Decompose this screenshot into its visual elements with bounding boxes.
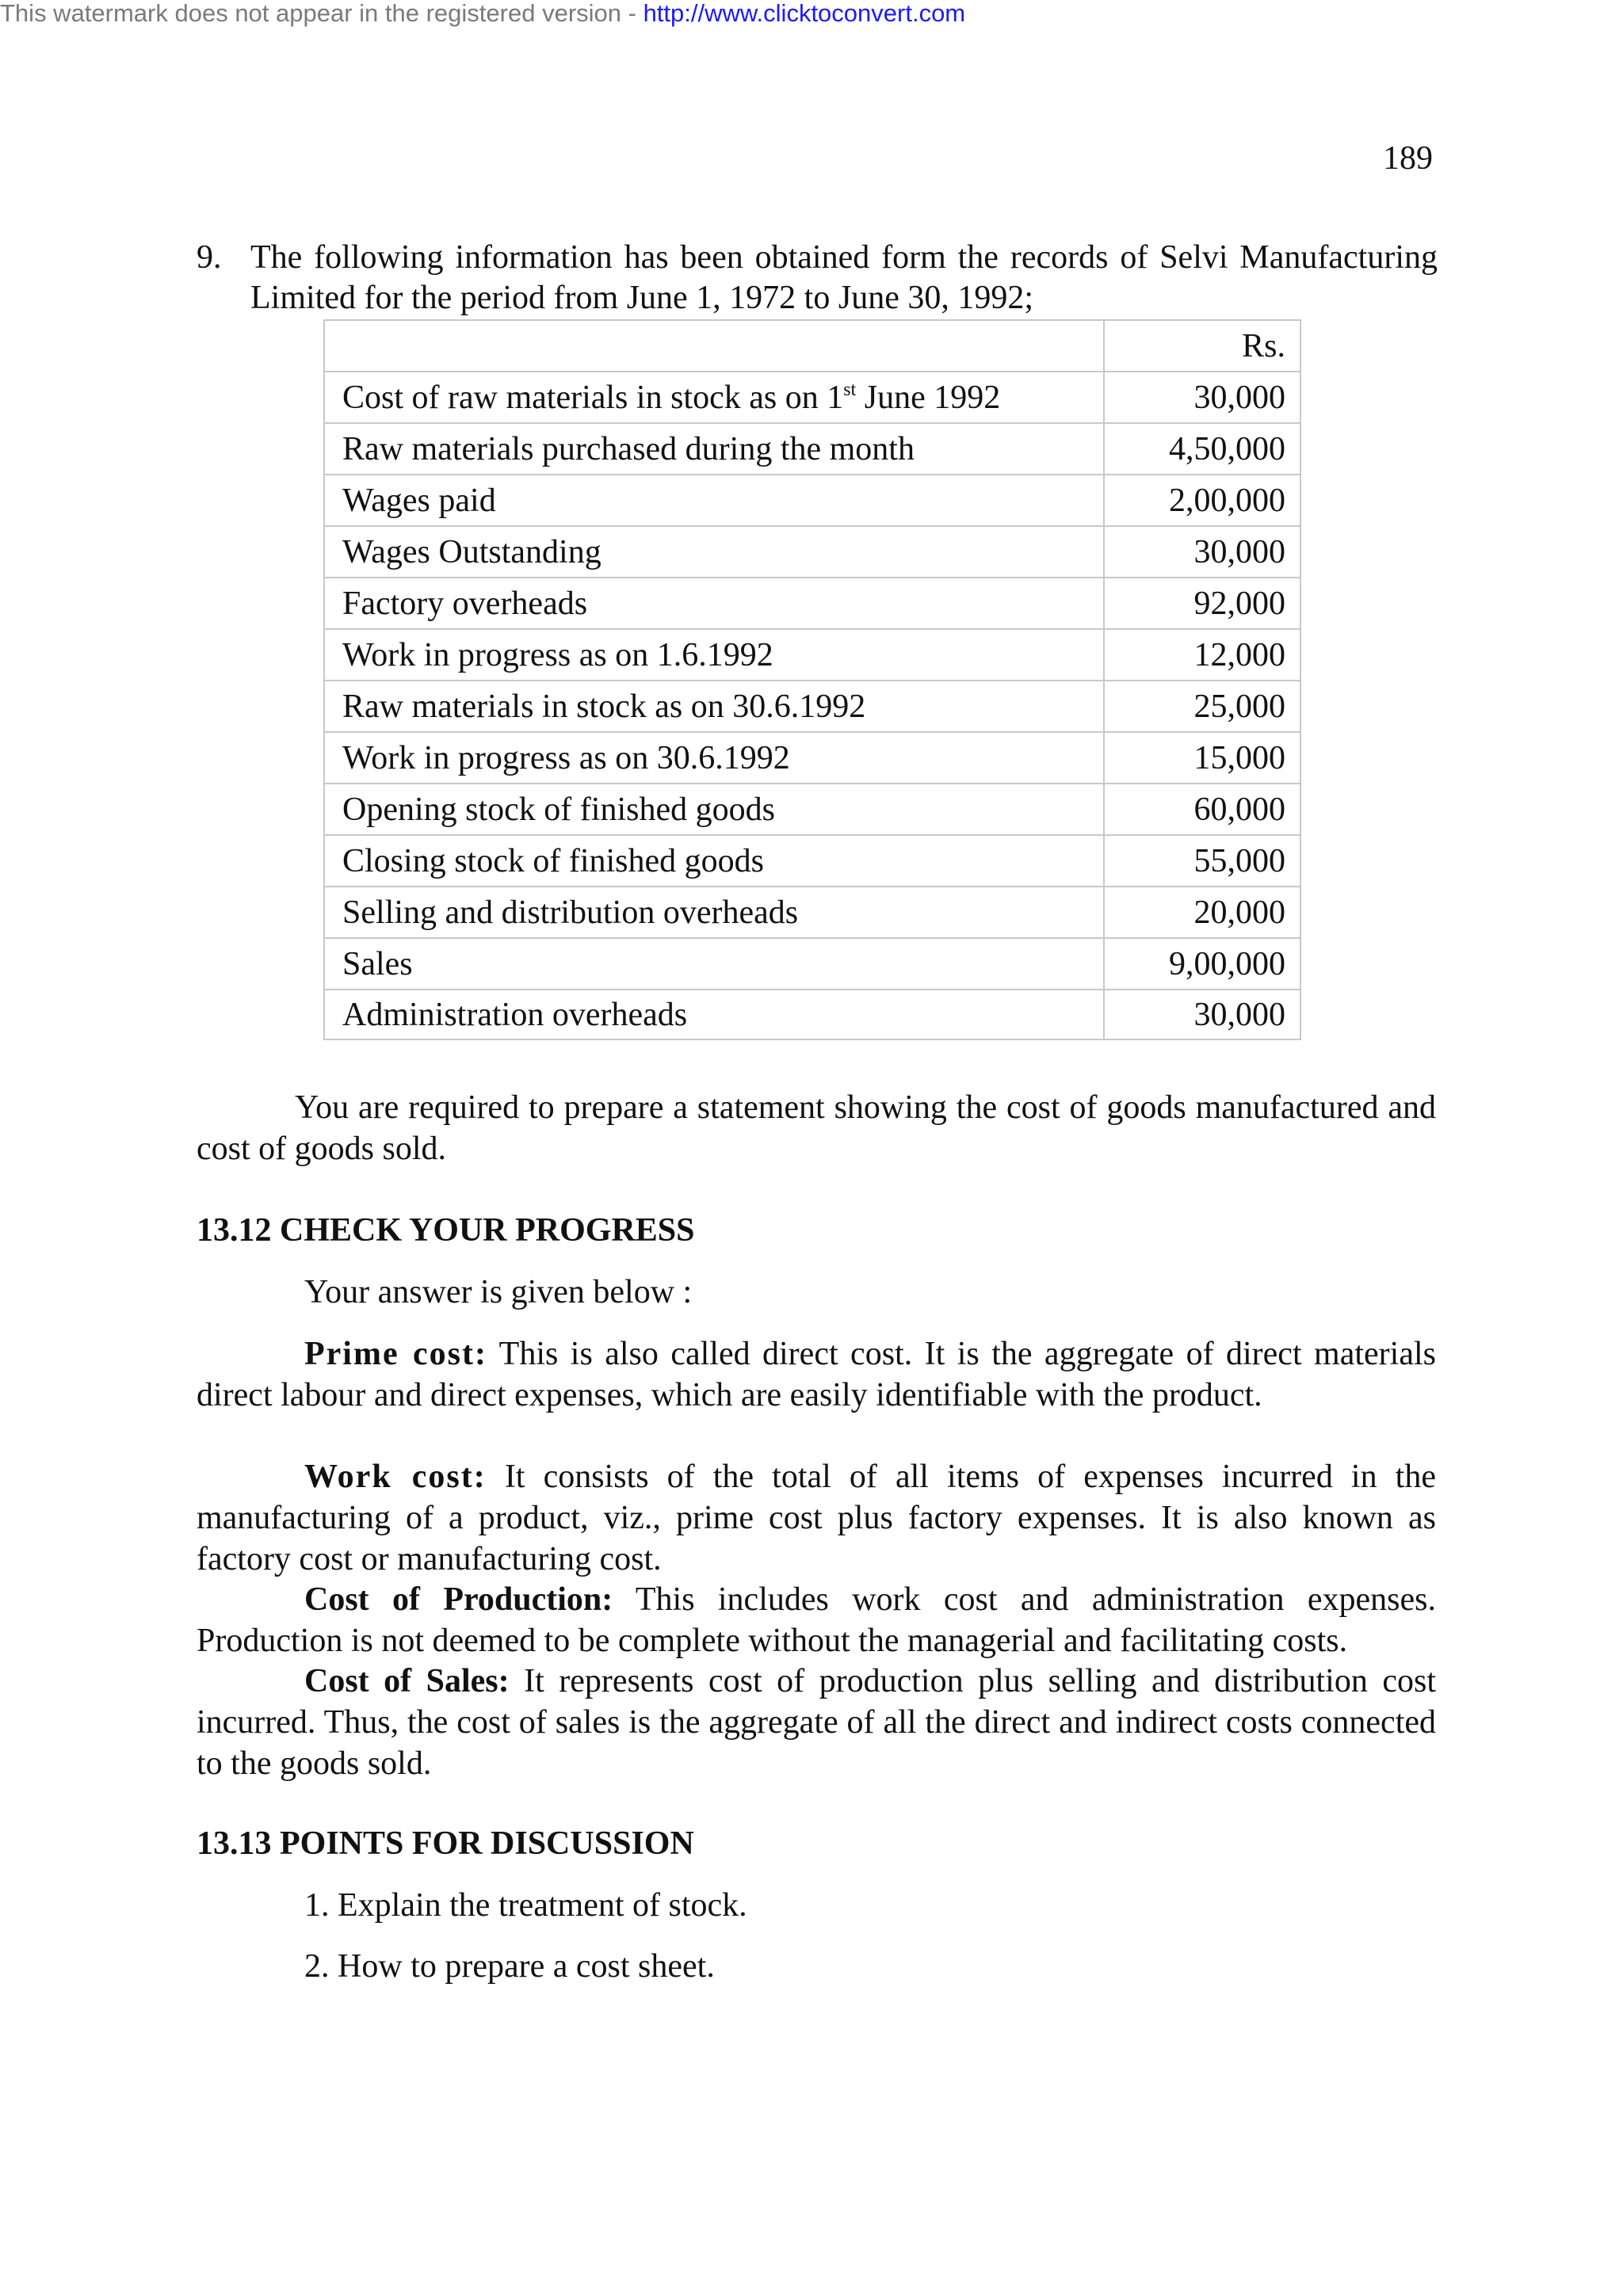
- answer-intro: Your answer is given below :: [304, 1274, 693, 1310]
- table-row-label: Sales: [323, 937, 1103, 989]
- row-label-text: Cost of raw materials in stock as on 1: [342, 379, 844, 416]
- ordinal-superscript: st: [843, 379, 857, 400]
- table-row: [323, 886, 1301, 937]
- table-row: [323, 680, 1301, 731]
- table-row-label: Closing stock of finished goods: [323, 834, 1103, 886]
- row-label-text-tail: June 1992: [856, 379, 1001, 416]
- table-row-label: Work in progress as on 1.6.1992: [323, 628, 1103, 680]
- table-row-amount: 92,000: [1103, 577, 1301, 628]
- table-row-amount: 30,000: [1103, 989, 1301, 1040]
- table-row-label: Raw materials purchased during the month: [323, 422, 1103, 474]
- definition-prime-cost: [197, 1333, 1436, 1416]
- definition-term: Work cost:: [304, 1459, 487, 1495]
- table-row: [323, 474, 1301, 525]
- table-header-label-cell: [323, 319, 1103, 371]
- definition-text: This is also called direct cost. It is the aggregate of direct materials direct labour and direct expenses, which are easily identifiable with the product.: [197, 1336, 1436, 1413]
- table-row: [323, 525, 1301, 577]
- section-heading-points-for-discussion: 13.13 POINTS FOR DISCUSSION: [197, 1825, 694, 1862]
- question-number: 9.: [197, 239, 222, 276]
- table-row-label: Factory overheads: [323, 577, 1103, 628]
- definition-text: It consists of the total of all items of expenses incurred in the manufacturing of a product, viz., prime cost plus factory expenses. It is also known as factory cost or manufacturing cost.: [197, 1459, 1436, 1577]
- table-row: [323, 371, 1301, 422]
- table-row: [323, 731, 1301, 783]
- instruction-paragraph: You are required to prepare a statement showing the cost of goods manufactured and cost of goods sold.: [197, 1089, 1436, 1167]
- question-9: [197, 238, 1438, 318]
- table-row-amount: 12,000: [1103, 628, 1301, 680]
- question-text: The following information has been obtained form the records of Selvi Manufacturing Limited for the period from June 1, 1972 to June 30, 1992;: [250, 239, 1438, 316]
- definition-term: Prime cost:: [304, 1336, 487, 1372]
- table-row-label: Wages Outstanding: [323, 525, 1103, 577]
- table-row-amount: 30,000: [1103, 525, 1301, 577]
- table-row-label: Work in progress as on 30.6.1992: [323, 731, 1103, 783]
- table-row-label: Opening stock of finished goods: [323, 783, 1103, 834]
- discussion-item: 2. How to prepare a cost sheet.: [304, 1948, 715, 1985]
- table-row-label: Wages paid: [323, 474, 1103, 525]
- table-row-label: Selling and distribution overheads: [323, 886, 1103, 937]
- table-row-amount: 2,00,000: [1103, 474, 1301, 525]
- page-number: 189: [1383, 140, 1433, 177]
- table-row: [323, 628, 1301, 680]
- section-heading-check-progress: 13.12 CHECK YOUR PROGRESS: [197, 1212, 695, 1249]
- definition-work-cost: [197, 1456, 1436, 1580]
- table-row-label: Raw materials in stock as on 30.6.1992: [323, 680, 1103, 731]
- table-row-amount: 4,50,000: [1103, 422, 1301, 474]
- table-row-amount: 20,000: [1103, 886, 1301, 937]
- table-header-amount: Rs.: [1103, 319, 1301, 371]
- discussion-item: 1. Explain the treatment of stock.: [304, 1887, 747, 1924]
- definition-term: Cost of Production:: [304, 1581, 613, 1618]
- definition-text: This includes work cost and administration expenses. Production is not deemed to be complete without the managerial and facilitating costs.: [197, 1581, 1437, 1659]
- definition-cost-of-production: [197, 1579, 1436, 1661]
- table-row-label: [323, 371, 1103, 422]
- cost-data-table: [323, 319, 1301, 1040]
- definition-cost-of-sales: [197, 1661, 1436, 1784]
- table-row: [323, 937, 1301, 989]
- table-row-amount: 60,000: [1103, 783, 1301, 834]
- table-row-amount: 25,000: [1103, 680, 1301, 731]
- table-row-amount: 55,000: [1103, 834, 1301, 886]
- table-row: [323, 989, 1301, 1040]
- table-row: [323, 834, 1301, 886]
- table-header-row: [323, 319, 1301, 371]
- table-row-label: Administration overheads: [323, 989, 1103, 1040]
- watermark-link[interactable]: http://www.clicktoconvert.com: [643, 0, 966, 27]
- table-row: [323, 577, 1301, 628]
- definition-text: It represents cost of production plus selling and distribution cost incurred. Thus, the cost of sales is the aggregate of all the direct and indirect costs connected to the goods sold.: [197, 1663, 1436, 1782]
- table-row: [323, 783, 1301, 834]
- table-row-amount: 9,00,000: [1103, 937, 1301, 989]
- table-row: [323, 422, 1301, 474]
- table-row-amount: 15,000: [1103, 731, 1301, 783]
- watermark-text: This watermark does not appear in the registered version -: [0, 0, 643, 27]
- definition-term: Cost of Sales:: [304, 1663, 510, 1699]
- watermark-banner: [0, 0, 965, 27]
- table-row-amount: 30,000: [1103, 371, 1301, 422]
